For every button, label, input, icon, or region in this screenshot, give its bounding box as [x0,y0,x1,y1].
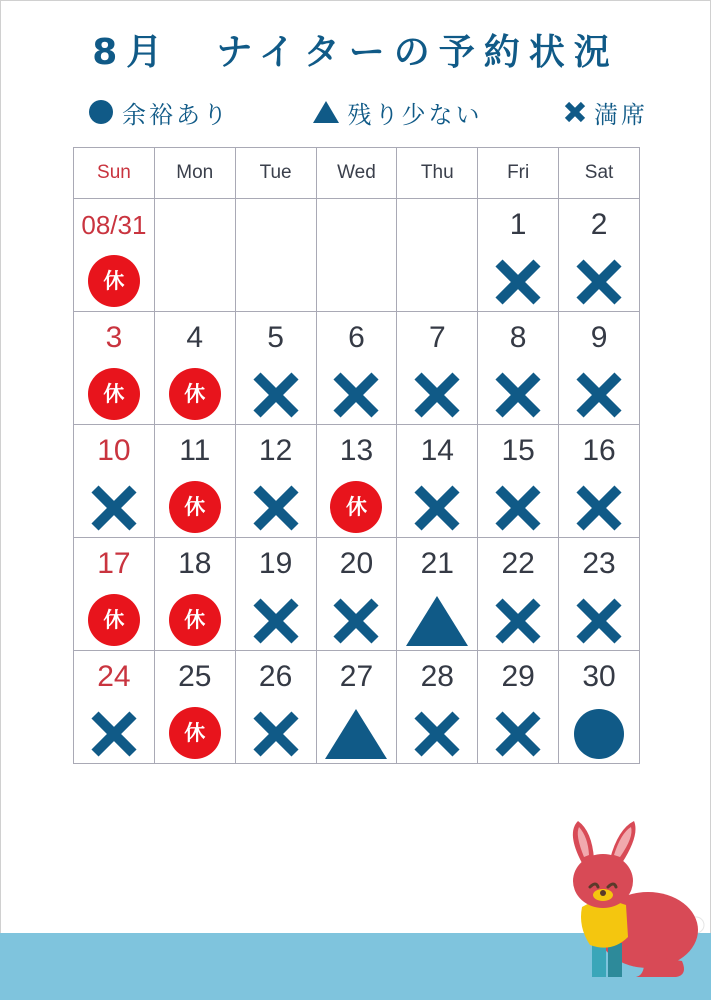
holiday-badge: 休 [169,368,221,420]
day-cell [559,425,640,538]
triangle-icon [325,709,387,759]
day-cell [478,312,559,425]
day-number: 16 [582,434,616,467]
day-cell [74,651,155,764]
day-cell-content [74,651,154,763]
day-cell-content [74,312,154,424]
available-mark [574,709,624,759]
day-cell [559,199,640,312]
cross-icon [331,596,381,646]
day-cell-content [74,425,154,537]
day-cell-content [397,425,477,537]
cross-icon [251,483,301,533]
day-cell [154,651,235,764]
day-cell [235,425,316,538]
day-number: 9 [590,321,608,354]
day-number: 29 [501,660,535,693]
cross-icon [574,370,624,420]
weekday-mon: Mon [154,148,235,199]
legend-label-full: 満席 [594,100,648,129]
cross-icon [574,596,624,646]
day-number: 30 [582,660,616,693]
day-cell-content [559,312,639,424]
full-mark [412,709,462,759]
full-mark [574,257,624,307]
day-cell-content [478,312,558,424]
day-cell-content [317,425,397,537]
day-cell-content [155,538,235,650]
day-cell [559,651,640,764]
triangle-icon [406,596,468,646]
day-cell [478,425,559,538]
holiday-badge: 休 [88,594,140,646]
week-row [74,425,640,538]
day-cell-content [236,199,316,311]
cross-icon [89,483,139,533]
day-cell-content [317,651,397,763]
weekday-thu: Thu [397,148,478,199]
cross-icon [251,596,301,646]
few-mark [325,709,387,759]
day-cell [316,199,397,312]
day-number: 23 [582,547,616,580]
full-mark [493,483,543,533]
weekday-fri: Fri [478,148,559,199]
day-number: 21 [420,547,454,580]
day-cell [235,538,316,651]
page-title: 8月 ナイターの予約状況 [92,32,619,73]
day-cell-content [236,425,316,537]
day-number: 22 [501,547,535,580]
holiday-badge: 休 [169,481,221,533]
day-number: 5 [267,321,284,354]
holiday-badge: 休 [88,255,140,307]
holiday-badge: 休 [169,594,221,646]
rabbit-illustration [548,815,708,985]
cross-icon [493,257,543,307]
cross-icon [412,370,462,420]
day-cell-content [397,538,477,650]
holiday-badge: 休 [88,368,140,420]
cross-icon [574,257,624,307]
day-cell-content [236,312,316,424]
day-cell-content [155,425,235,537]
cross-icon [493,596,543,646]
day-cell-content [236,538,316,650]
full-mark [251,596,301,646]
full-mark [574,370,624,420]
day-number: 19 [258,547,293,580]
full-mark [89,709,139,759]
day-number: 12 [258,434,293,467]
day-number: 25 [178,660,212,693]
day-cell [235,651,316,764]
triangle-icon [312,100,340,124]
full-mark [412,370,462,420]
cross-icon [493,709,543,759]
day-cell-content [478,199,558,311]
weekday-tue: Tue [235,148,316,199]
day-cell [74,538,155,651]
legend-label-few: 残り少ない [347,100,483,129]
day-number: 26 [258,660,293,693]
day-cell-content [155,199,235,311]
week-row [74,199,640,312]
day-number: 20 [339,547,374,580]
full-mark [251,709,301,759]
day-cell [316,651,397,764]
day-cell [154,199,235,312]
full-mark [251,483,301,533]
day-cell-content [236,651,316,763]
full-mark [493,709,543,759]
legend-item-full [564,95,648,130]
weekday-wed: Wed [316,148,397,199]
full-mark [251,370,301,420]
full-mark [331,596,381,646]
week-row [74,538,640,651]
day-cell [559,538,640,651]
circle-icon [88,99,114,125]
day-number: 18 [178,547,212,580]
day-number: 8 [509,321,527,354]
day-cell [316,425,397,538]
cross-icon [331,370,381,420]
day-cell-content [317,312,397,424]
weekday-header-row [74,148,640,199]
day-cell [74,312,155,425]
day-cell-content [478,538,558,650]
day-number: 27 [339,660,374,693]
week-row [74,312,640,425]
legend-item-few [312,95,483,130]
day-cell-content [478,651,558,763]
day-number: 3 [105,321,123,354]
day-number: 17 [97,547,131,580]
full-mark [493,596,543,646]
day-number: 6 [348,321,365,354]
day-cell [74,199,155,312]
day-number: 4 [186,321,204,354]
day-cell [559,312,640,425]
day-cell-content [559,651,639,763]
holiday-badge: 休 [169,707,221,759]
day-cell [397,425,478,538]
day-cell-content [155,312,235,424]
day-cell-content [317,538,397,650]
day-number: 28 [420,660,454,693]
weekday-sun: Sun [74,148,155,199]
day-cell-content [397,651,477,763]
day-number: 08/31 [81,210,147,240]
day-cell [316,312,397,425]
cross-icon [564,101,586,123]
day-cell [235,199,316,312]
cross-icon [493,483,543,533]
weekday-sat: Sat [559,148,640,199]
day-cell [397,538,478,651]
holiday-badge: 休 [330,481,382,533]
day-cell [397,199,478,312]
day-cell-content [478,425,558,537]
cross-icon [412,483,462,533]
day-cell-content [559,199,639,311]
full-mark [331,370,381,420]
day-cell [74,425,155,538]
full-mark [574,483,624,533]
day-cell [478,199,559,312]
day-cell [154,312,235,425]
few-mark [406,596,468,646]
full-mark [412,483,462,533]
cross-icon [574,483,624,533]
legend-item-available [88,95,230,130]
day-number: 15 [501,434,535,467]
legend-label-available: 余裕あり [122,100,230,129]
calendar-body [74,199,640,764]
day-number: 10 [97,434,131,467]
day-number: 24 [97,660,131,693]
full-mark [493,370,543,420]
circle-icon [574,709,624,759]
full-mark [493,257,543,307]
day-cell [235,312,316,425]
cross-icon [89,709,139,759]
day-cell [478,538,559,651]
day-cell-content [74,538,154,650]
day-cell-content [559,538,639,650]
full-mark [89,483,139,533]
day-number: 11 [179,434,211,467]
day-cell [316,538,397,651]
week-row [74,651,640,764]
cross-icon [251,709,301,759]
cross-icon [251,370,301,420]
cross-icon [412,709,462,759]
day-number: 2 [590,208,608,241]
cross-icon [493,370,543,420]
day-cell [478,651,559,764]
day-cell [154,538,235,651]
day-cell [397,651,478,764]
full-mark [574,596,624,646]
day-cell-content [155,651,235,763]
day-number: 14 [420,434,454,467]
day-number: 7 [428,321,446,354]
legend [88,94,648,130]
day-number: 1 [509,208,527,241]
day-cell [154,425,235,538]
calendar-table [73,147,640,764]
day-cell-content [74,199,154,311]
day-cell [397,312,478,425]
day-number: 13 [339,434,374,467]
day-cell-content [559,425,639,537]
day-cell-content [317,199,397,311]
day-cell-content [397,199,477,311]
day-cell-content [397,312,477,424]
